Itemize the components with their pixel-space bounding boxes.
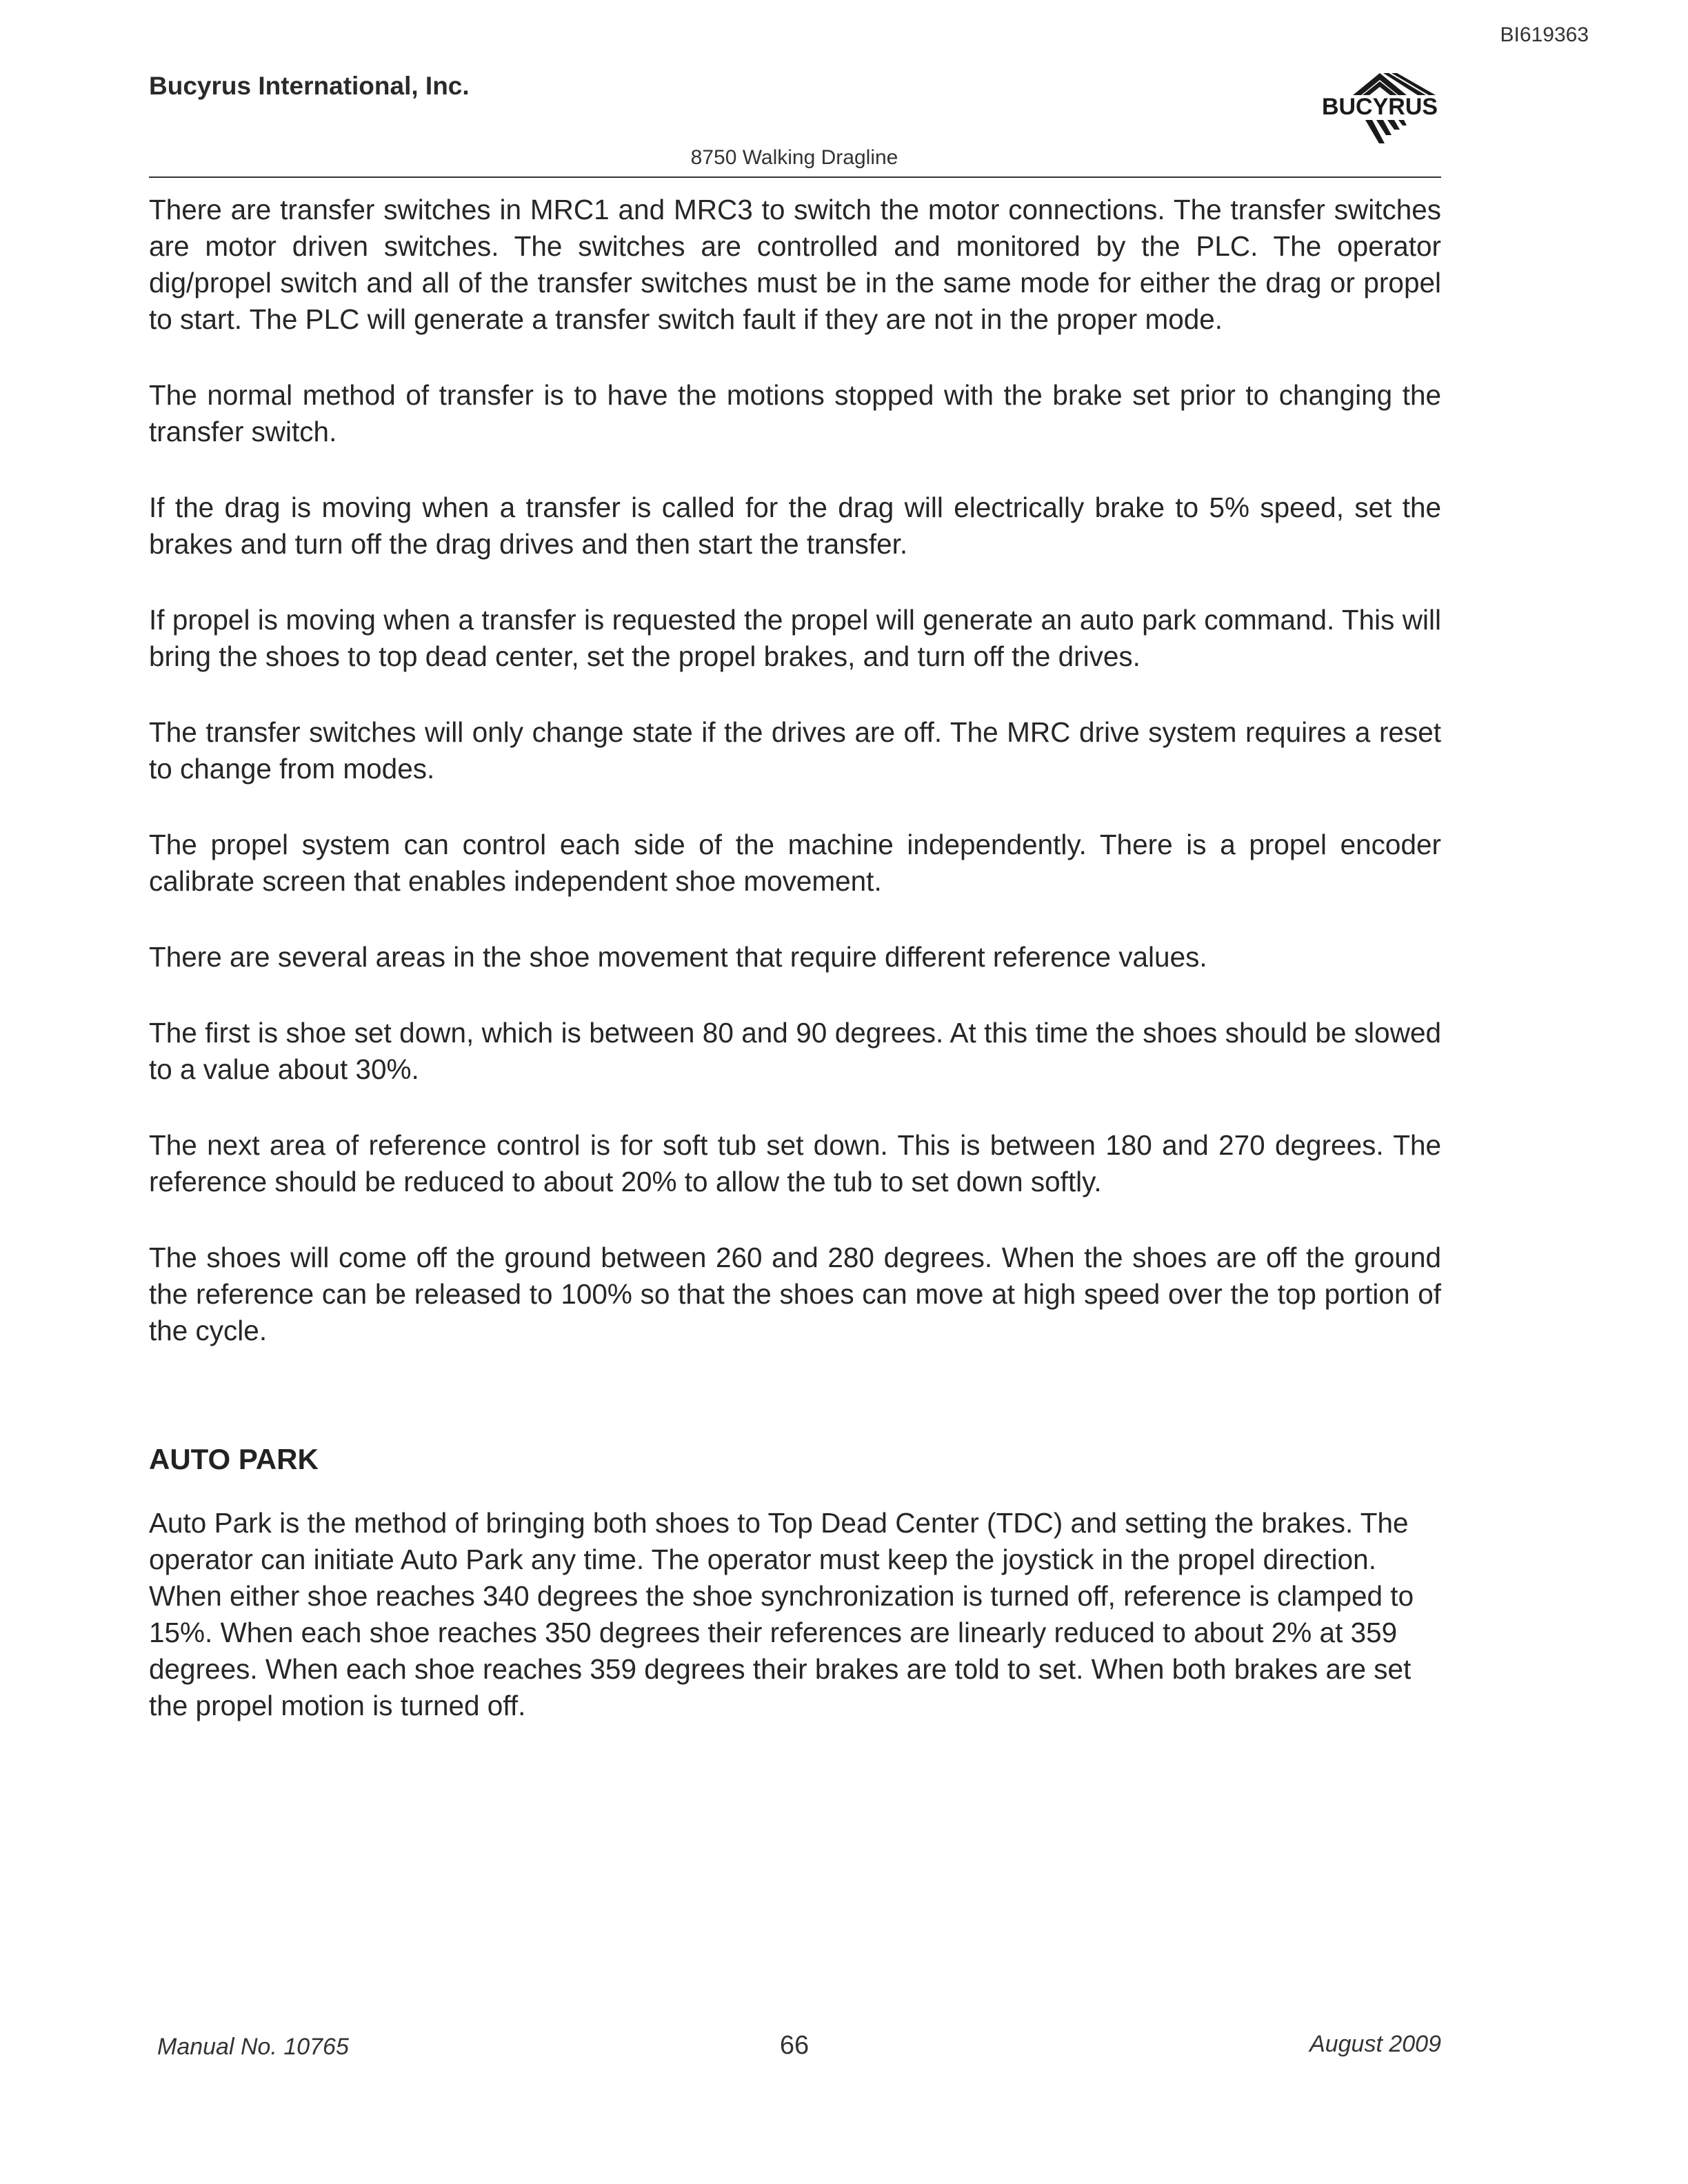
document-subtitle: 8750 Walking Dragline — [690, 146, 898, 169]
paragraph-propel-moving: If propel is moving when a transfer is requested the propel will generate an auto park command. This will bring the shoes to top dead center, set the propel brakes, and turn off the drives. — [149, 604, 1441, 672]
paragraph-switch-state: The transfer switches will only change state if the drives are off. The MRC drive system requires a reset to change from modes. — [149, 716, 1441, 785]
paragraph-drag-moving: If the drag is moving when a transfer is called for the drag will electrically brake to 5% speed, set the brakes and turn off the drag drives and then start the transfer. — [149, 492, 1441, 560]
section-heading: AUTO PARK — [149, 1443, 319, 1475]
paragraph-reference-areas: There are several areas in the shoe movement that require different reference values. — [149, 941, 1207, 973]
paragraph-transfer-switches: There are transfer switches in MRC1 and MRC3 to switch the motor connections. The transfer switches are motor driven switches. The switches are controlled and monitored by the PLC. The operator dig/propel switch and all of the transfer switches must be in the same mode for either the drag or propel to start. The PLC will generate a transfer switch fault if they are not in the proper mode. — [149, 194, 1441, 335]
bucyrus-logo — [1314, 72, 1445, 153]
svg-text:BUCYRUS: BUCYRUS — [1321, 94, 1438, 120]
document-id: BI619363 — [1500, 23, 1589, 46]
header-divider — [149, 176, 1441, 178]
paragraph-soft-tub: The next area of reference control is for soft tub set down. This is between 180 and 270 degrees. The reference should be reduced to about 20% to allow the tub to set down softly. — [149, 1129, 1441, 1197]
page-content — [149, 192, 1441, 1763]
company-name: Bucyrus International, Inc. — [149, 72, 470, 100]
paragraph-shoe-set-down: The first is shoe set down, which is between 80 and 90 degrees. At this time the shoes should be slowed to a value about 30%. — [149, 1017, 1441, 1085]
footer-manual-number: Manual No. 10765 — [157, 2034, 349, 2060]
paragraph-normal-method: The normal method of transfer is to have the motions stopped with the brake set prior to changing the transfer switch. — [149, 379, 1441, 447]
paragraph-shoes-off-ground: The shoes will come off the ground between 260 and 280 degrees. When the shoes are off the ground the reference can be released to 100% so that the shoes can move at high speed over the top portion of the cycle. — [149, 1242, 1441, 1346]
paragraph-auto-park: Auto Park is the method of bringing both shoes to Top Dead Center (TDC) and setting the brakes. The operator can initiate Auto Park any time. The operator must keep the joystick in the propel direction. When either shoe reaches 340 degrees the shoe synchronization is turned off, reference is clamped to 15%. When each shoe reaches 350 degrees their references are linearly reduced to about 2% at 359 degrees. When each shoe reaches 359 degrees their brakes are told to set. When both brakes are set the propel motion is turned off. — [149, 1507, 1414, 1721]
footer-page-number: 66 — [779, 2031, 810, 2060]
paragraph-propel-system: The propel system can control each side of the machine independently. There is a propel encoder calibrate screen that enables independent shoe movement. — [149, 829, 1441, 897]
footer-date: August 2009 — [1309, 2031, 1441, 2057]
